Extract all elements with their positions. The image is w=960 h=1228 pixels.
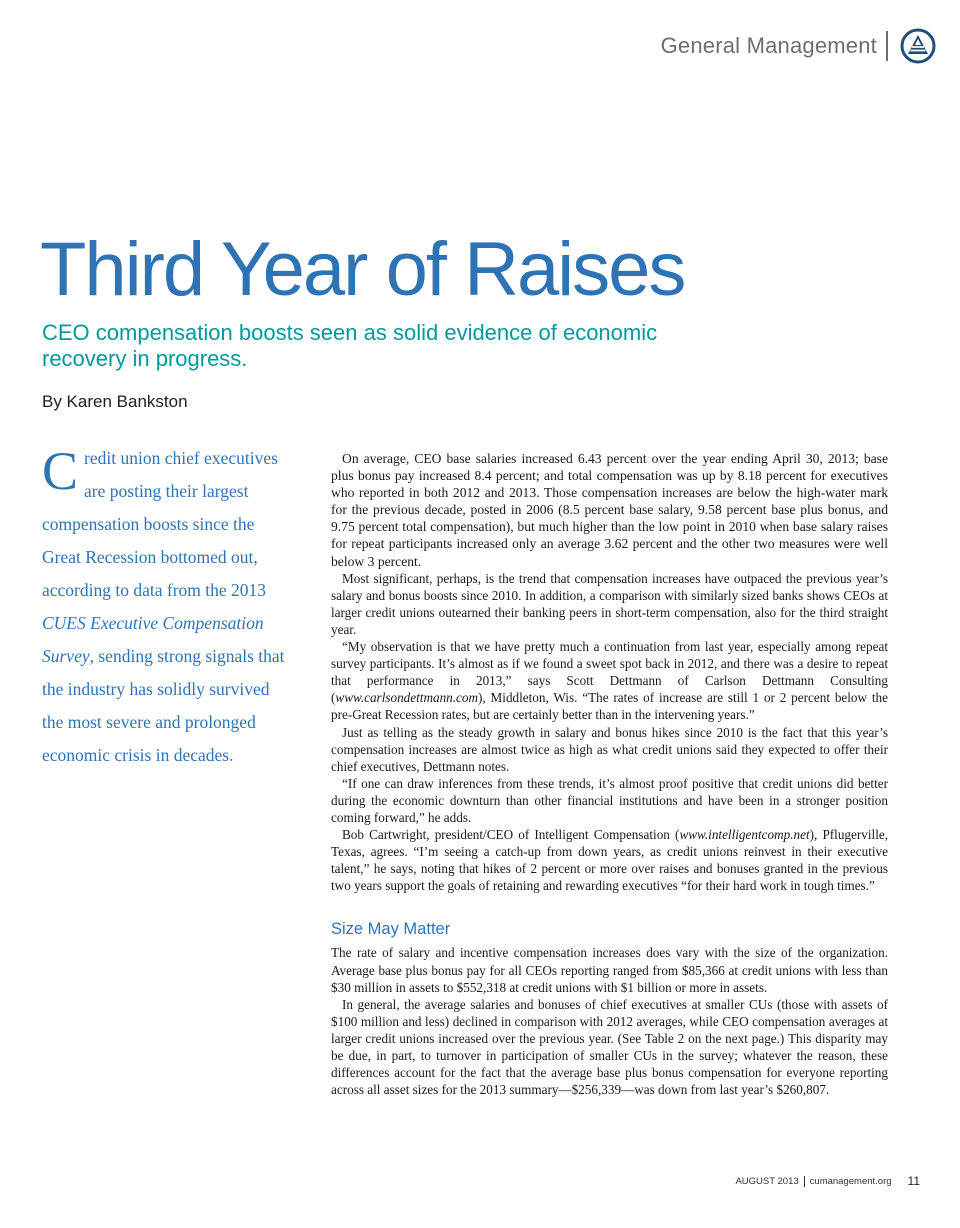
article-body <box>331 450 888 1098</box>
pull-quote-text: redit union chief executives are posting their largest compensation boosts since the Great Recession bottomed out, according to data from the 2013 <box>42 448 278 600</box>
paragraph-text: Bob Cartwright, president/CEO of Intelligent Compensation ( <box>342 827 680 843</box>
cues-triangle-logo-icon <box>900 28 936 64</box>
body-paragraph <box>331 638 888 723</box>
article-title: Third Year of Raises <box>40 227 685 312</box>
footer-divider <box>804 1176 805 1187</box>
body-paragraph: Most significant, perhaps, is the trend that compensation increases have outpaced the previous year’s salary and bonus boosts since 2010. In addition, a comparison with similarly sized banks shows CEOs at larger credit unions outearned their banking peers in short-term compensation, also for the third straight year. <box>331 570 888 637</box>
body-paragraph: In general, the average salaries and bonuses of chief executives at smaller CUs (those with assets of $100 million and less) declined in comparison with 2012 averages, while CEO compensation averages at larger credit unions increased over the previous year. (See Table 2 on the next page.) This disparity may be due, in part, to turnover in participation of smaller CUs in the survey; whatever the reason, these differences account for the fact that the average base plus bonus compensation for everyone reporting across all asset sizes for the 2013 summary—$256,339—was down from last year’s $260,807. <box>331 996 888 1098</box>
page-number: 11 <box>907 1174 920 1188</box>
article-deck: CEO compensation boosts seen as solid evidence of economic recovery in progress. <box>42 320 658 371</box>
website-link[interactable]: cumanagement.org <box>809 1175 892 1187</box>
intelligentcomp-link[interactable]: www.intelligentcomp.net <box>679 827 810 843</box>
body-paragraph: Just as telling as the steady growth in salary and bonus hikes since 2010 is the fact that this year’s compensation increases are almost twice as high as what credit unions said they expected to offer their chief executives, Dettmann notes. <box>331 724 888 774</box>
section-label: General Management <box>660 33 877 58</box>
quote-text-end: ), Middleton, Wis. “The rates of increase are still 1 or 2 percent below the pre-Great Recession rates, but are certainly better than in the intervening years.” <box>331 690 888 723</box>
body-paragraph: The rate of salary and incentive compensation increases does vary with the size of the organization. Average base plus bonus pay for all CEOs reporting ranged from $85,366 at credit unions with less than $30 million in assets to $552,318 at credit unions with $1 billion or more in assets. <box>331 945 888 995</box>
section-subhead: Size May Matter <box>331 920 451 939</box>
page-footer <box>735 1174 920 1188</box>
pull-quote-text-end: , sending strong signals that the industry has solidly survived the most severe and prolonged economic crisis in decades. <box>42 646 285 765</box>
pull-quote <box>42 442 294 772</box>
drop-cap: C <box>42 441 79 501</box>
article-byline: By Karen Bankston <box>42 392 188 411</box>
body-paragraph <box>331 826 888 894</box>
body-paragraph: On average, CEO base salaries increased 6.43 percent over the year ending April 30, 2013; base plus bonus pay increased 8.4 percent; and total compensation was up by 8.18 percent for executives who reported in both 2012 and 2013. Those compensation increases are below the high-water mark for the previous decade, posted in 2006 (8.5 percent base salary, 9.58 percent base plus bonus, and 9.75 percent total compensation), but much higher than the low point in 2010 when base salary raises for repeat participants increased only an average 3.62 percent and the other two measures were well below 3 percent. <box>331 451 888 569</box>
carlsondettmann-link[interactable]: www.carlsondettmann.com <box>335 690 479 706</box>
pull-quote-survey-name: CUES Executive Compensation Survey <box>42 613 264 666</box>
body-paragraph: “If one can draw inferences from these trends, it’s almost proof positive that credit unions did better during the economic downturn than other financial institutions and have been in a stronger position coming forward,” he adds. <box>331 775 888 825</box>
section-header <box>661 28 936 64</box>
paragraph-text-end: ), Pflugerville, Texas, agrees. “I’m seeing a catch-up from down years, as credit unions reinvest in their executive talent,” he says, noting that hikes of 2 percent or more over raises and bonuses granted in the previous two years support the goals of retaining and rewarding executives “for their hard work in tough times.” <box>331 827 889 894</box>
issue-date: AUGUST 2013 <box>735 1175 799 1187</box>
quote-text: “My observation is that we have pretty much a continuation from last year, especially among repeat survey participants. It’s almost as if we found a sweet spot back in 2012, and there was a desire to repeat that performance in 2013,” says Scott Dettmann of Carlson Dettmann Consulting ( <box>331 639 888 706</box>
header-divider <box>886 31 888 61</box>
